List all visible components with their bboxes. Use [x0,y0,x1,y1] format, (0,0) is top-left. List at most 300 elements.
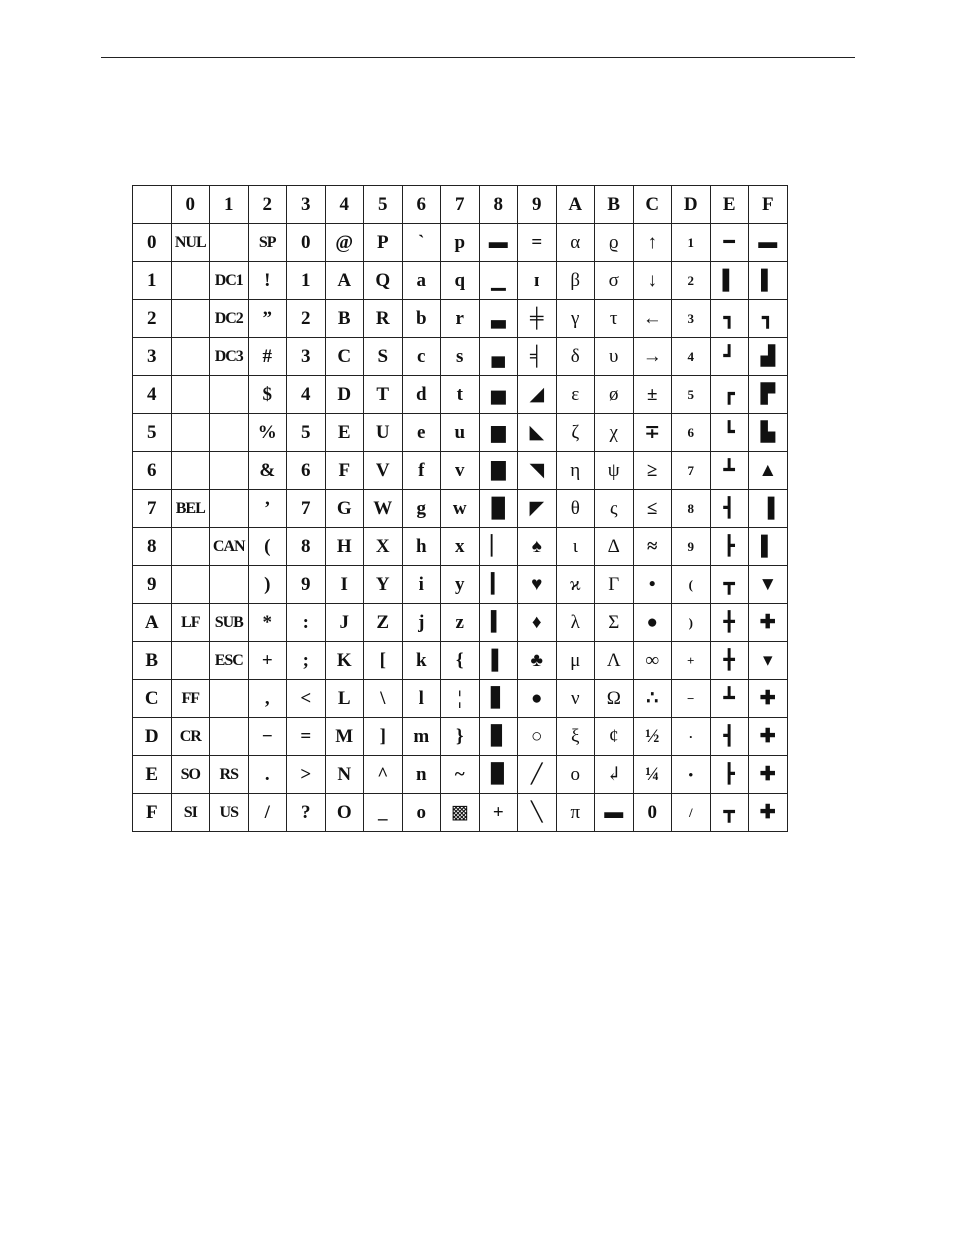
char-cell: I [325,566,364,604]
column-header: A [556,186,595,224]
char-cell: ▌ [749,262,788,300]
char-cell: ↓ [633,262,672,300]
table-row [133,262,788,300]
char-cell: O [325,794,364,832]
char-cell: ψ [595,452,634,490]
char-cell: 1 [287,262,326,300]
char-cell: ♥ [518,566,557,604]
char-cell: ▬ [749,224,788,262]
char-cell: υ [595,338,634,376]
char-cell: ▲ [749,452,788,490]
char-cell: ▩ [441,794,480,832]
char-cell: ✚ [749,756,788,794]
char-cell: ε [556,376,595,414]
char-cell [171,414,210,452]
char-cell: H [325,528,364,566]
column-header: 6 [402,186,441,224]
char-cell: j [402,604,441,642]
column-header: C [633,186,672,224]
char-cell: SP [248,224,287,262]
char-cell: − [248,718,287,756]
char-cell: π [556,794,595,832]
char-cell: χ [595,414,634,452]
char-cell: ╲ [518,794,557,832]
header-rule [101,57,855,58]
character-table-body [133,186,788,832]
char-cell: η [556,452,595,490]
char-cell: 6 [672,414,711,452]
char-cell: − [672,680,711,718]
char-cell: DC1 [210,262,249,300]
char-cell: ζ [556,414,595,452]
char-cell: S [364,338,403,376]
char-cell: FF [171,680,210,718]
char-cell: < [287,680,326,718]
char-cell: ! [248,262,287,300]
char-cell: i [402,566,441,604]
char-cell: ▋ [479,680,518,718]
char-cell: N [325,756,364,794]
table-row [133,528,788,566]
char-cell: ┗ [710,414,749,452]
column-header: 4 [325,186,364,224]
char-cell: ┣ [710,528,749,566]
char-cell: F [325,452,364,490]
char-cell: } [441,718,480,756]
char-cell: + [479,794,518,832]
char-cell: s [441,338,480,376]
char-cell: ▼ [749,566,788,604]
char-cell: ▌ [479,642,518,680]
char-cell: DC3 [210,338,249,376]
char-cell: ∞ [633,642,672,680]
char-cell [210,376,249,414]
table-row [133,452,788,490]
table-row [133,642,788,680]
char-cell: ┓ [710,300,749,338]
char-cell: _ [364,794,403,832]
table-row [133,756,788,794]
char-cell: U [364,414,403,452]
row-header: 0 [133,224,172,262]
char-cell: → [633,338,672,376]
char-cell: ▃ [479,300,518,338]
row-header: 1 [133,262,172,300]
char-cell: ╱ [518,756,557,794]
char-cell: ┳ [710,566,749,604]
char-cell [171,300,210,338]
char-cell: 8 [672,490,711,528]
char-cell: ` [402,224,441,262]
char-cell: ▁ [479,262,518,300]
char-cell: + [672,642,711,680]
char-cell: z [441,604,480,642]
char-cell: D [325,376,364,414]
char-cell: M [325,718,364,756]
row-header: 6 [133,452,172,490]
corner-cell [133,186,172,224]
row-header: 5 [133,414,172,452]
char-cell: • [672,756,711,794]
column-header-row [133,186,788,224]
char-cell: = [518,224,557,262]
table-row [133,224,788,262]
char-cell: ¢ [595,718,634,756]
char-cell: G [325,490,364,528]
column-header: 5 [364,186,403,224]
char-cell: ← [633,300,672,338]
table-row [133,604,788,642]
char-cell: ▄ [479,338,518,376]
table-row [133,338,788,376]
char-cell: LF [171,604,210,642]
char-cell: ┏ [710,376,749,414]
column-header: 8 [479,186,518,224]
char-cell: ▙ [749,414,788,452]
char-cell: { [441,642,480,680]
char-cell: 9 [672,528,711,566]
char-cell [210,414,249,452]
char-cell: 4 [287,376,326,414]
char-cell: λ [556,604,595,642]
char-cell: US [210,794,249,832]
char-cell: o [402,794,441,832]
char-cell: ” [248,300,287,338]
table-row [133,566,788,604]
char-cell: σ [595,262,634,300]
row-header: B [133,642,172,680]
char-cell: q [441,262,480,300]
char-cell: ▉ [479,756,518,794]
char-cell: P [364,224,403,262]
row-header: D [133,718,172,756]
char-cell: DC2 [210,300,249,338]
char-cell: B [325,300,364,338]
char-cell: ┣ [710,756,749,794]
column-header: F [749,186,788,224]
char-cell: 0 [287,224,326,262]
char-cell: \ [364,680,403,718]
char-cell: a [402,262,441,300]
char-cell: / [248,794,287,832]
char-cell: ○ [518,718,557,756]
char-cell: b [402,300,441,338]
column-header: 9 [518,186,557,224]
char-cell: ╡ [518,338,557,376]
char-cell: ▐ [749,490,788,528]
char-cell: ♠ [518,528,557,566]
char-cell: γ [556,300,595,338]
char-cell: ✚ [749,718,788,756]
char-cell [171,338,210,376]
char-cell: ♦ [518,604,557,642]
char-cell: ┛ [710,338,749,376]
char-cell: g [402,490,441,528]
column-header: B [595,186,634,224]
row-header: E [133,756,172,794]
char-cell: f [402,452,441,490]
char-cell: ι [556,528,595,566]
char-cell: + [248,642,287,680]
char-cell: ≈ [633,528,672,566]
table-row [133,490,788,528]
char-cell: ) [248,566,287,604]
char-cell: ξ [556,718,595,756]
char-cell [210,680,249,718]
char-cell: 9 [287,566,326,604]
char-cell: E [325,414,364,452]
char-cell: ◤ [518,490,557,528]
char-cell: ▌ [710,262,749,300]
char-cell [210,452,249,490]
char-cell: ┓ [749,300,788,338]
char-cell: Q [364,262,403,300]
char-cell: h [402,528,441,566]
char-cell: , [248,680,287,718]
char-cell: ^ [364,756,403,794]
char-cell: ✚ [749,604,788,642]
row-header: 7 [133,490,172,528]
char-cell: SO [171,756,210,794]
char-cell: · [672,718,711,756]
char-cell: ▍ [479,604,518,642]
char-cell: ~ [441,756,480,794]
char-cell: K [325,642,364,680]
char-cell: ϰ [556,566,595,604]
char-cell: ╋ [710,604,749,642]
character-code-table [132,185,788,832]
char-cell: ▎ [479,566,518,604]
char-cell: RS [210,756,249,794]
char-cell: 5 [672,376,711,414]
char-cell: r [441,300,480,338]
char-cell: o [556,756,595,794]
char-cell [171,262,210,300]
char-cell: 0 [633,794,672,832]
char-cell: ≥ [633,452,672,490]
char-cell: # [248,338,287,376]
table-row [133,376,788,414]
char-cell [210,718,249,756]
char-cell: Γ [595,566,634,604]
char-cell: 7 [287,490,326,528]
char-cell [171,642,210,680]
char-cell: ( [672,566,711,604]
char-cell: $ [248,376,287,414]
char-cell: w [441,490,480,528]
char-cell: Z [364,604,403,642]
char-cell: BEL [171,490,210,528]
char-cell: @ [325,224,364,262]
char-cell: C [325,338,364,376]
char-cell: k [402,642,441,680]
char-cell: ▾ [749,642,788,680]
char-cell: X [364,528,403,566]
char-cell: W [364,490,403,528]
char-cell: β [556,262,595,300]
char-cell: p [441,224,480,262]
char-cell: : [287,604,326,642]
char-cell: CR [171,718,210,756]
char-cell: > [287,756,326,794]
char-cell: ● [518,680,557,718]
char-cell: u [441,414,480,452]
char-cell: % [248,414,287,452]
char-cell: ┻ [710,452,749,490]
char-cell: n [402,756,441,794]
char-cell: ESC [210,642,249,680]
char-cell: 4 [672,338,711,376]
char-cell: e [402,414,441,452]
table-row [133,718,788,756]
char-cell [210,490,249,528]
char-cell [171,566,210,604]
char-cell: ø [595,376,634,414]
char-cell: V [364,452,403,490]
char-cell: ( [248,528,287,566]
char-cell: 6 [287,452,326,490]
char-cell: ◥ [518,452,557,490]
char-cell: ▬ [595,794,634,832]
char-cell: ▬ [479,224,518,262]
char-cell: L [325,680,364,718]
row-header: 3 [133,338,172,376]
char-cell: τ [595,300,634,338]
char-cell: ’ [248,490,287,528]
row-header: 4 [133,376,172,414]
char-cell: ; [287,642,326,680]
char-cell: α [556,224,595,262]
char-cell: t [441,376,480,414]
column-header: 1 [210,186,249,224]
char-cell: • [633,566,672,604]
char-cell: T [364,376,403,414]
char-cell: ½ [633,718,672,756]
char-cell: Y [364,566,403,604]
char-cell: ν [556,680,595,718]
char-cell: δ [556,338,595,376]
char-cell: [ [364,642,403,680]
char-cell: ┻ [710,680,749,718]
char-cell: 2 [672,262,711,300]
char-cell: & [248,452,287,490]
column-header: 7 [441,186,480,224]
char-cell: ς [595,490,634,528]
char-cell: y [441,566,480,604]
char-cell: ▇ [479,452,518,490]
char-cell: Σ [595,604,634,642]
char-cell: l [402,680,441,718]
char-cell [171,452,210,490]
char-cell: ∓ [633,414,672,452]
char-cell: ● [633,604,672,642]
char-cell: μ [556,642,595,680]
char-cell: ? [287,794,326,832]
table-row [133,300,788,338]
char-cell: NUL [171,224,210,262]
char-cell: ] [364,718,403,756]
char-cell: ¼ [633,756,672,794]
char-cell: 3 [287,338,326,376]
char-cell: ━ [710,224,749,262]
char-cell: 3 [672,300,711,338]
row-header: C [133,680,172,718]
char-cell: ◢ [518,376,557,414]
char-cell: █ [479,490,518,528]
char-cell: ▟ [749,338,788,376]
char-cell: * [248,604,287,642]
column-header: D [672,186,711,224]
table-row [133,680,788,718]
char-cell: 1 [672,224,711,262]
char-cell: ϱ [595,224,634,262]
char-cell: ╋ [710,642,749,680]
table-row [133,794,788,832]
char-cell: Ω [595,680,634,718]
row-header: 8 [133,528,172,566]
char-cell: ▏ [479,528,518,566]
char-cell: ┫ [710,490,749,528]
char-cell: ≤ [633,490,672,528]
column-header: 2 [248,186,287,224]
char-cell: ▆ [479,414,518,452]
char-cell: ¦ [441,680,480,718]
char-cell: CAN [210,528,249,566]
char-cell: m [402,718,441,756]
char-cell: v [441,452,480,490]
char-cell: R [364,300,403,338]
char-cell: ▊ [479,718,518,756]
char-cell: ↲ [595,756,634,794]
char-cell: 7 [672,452,711,490]
row-header: 9 [133,566,172,604]
char-cell: 8 [287,528,326,566]
char-cell [171,376,210,414]
char-cell: ▛ [749,376,788,414]
column-header: 3 [287,186,326,224]
char-cell: x [441,528,480,566]
char-cell: A [325,262,364,300]
char-cell [210,566,249,604]
char-cell: ◣ [518,414,557,452]
char-cell: SUB [210,604,249,642]
char-cell: θ [556,490,595,528]
char-cell: / [672,794,711,832]
char-cell: d [402,376,441,414]
char-cell: J [325,604,364,642]
table-row [133,414,788,452]
char-cell: ┫ [710,718,749,756]
char-cell: ♣ [518,642,557,680]
column-header: E [710,186,749,224]
char-cell: ▅ [479,376,518,414]
row-header: F [133,794,172,832]
char-cell: SI [171,794,210,832]
char-cell: ╪ [518,300,557,338]
char-cell [171,528,210,566]
char-cell: . [248,756,287,794]
char-cell: ┳ [710,794,749,832]
char-cell: 2 [287,300,326,338]
char-cell: ↑ [633,224,672,262]
char-cell: ± [633,376,672,414]
row-header: A [133,604,172,642]
row-header: 2 [133,300,172,338]
char-cell: ∴ [633,680,672,718]
char-cell: 5 [287,414,326,452]
char-cell: ɪ [518,262,557,300]
char-cell: ✚ [749,680,788,718]
